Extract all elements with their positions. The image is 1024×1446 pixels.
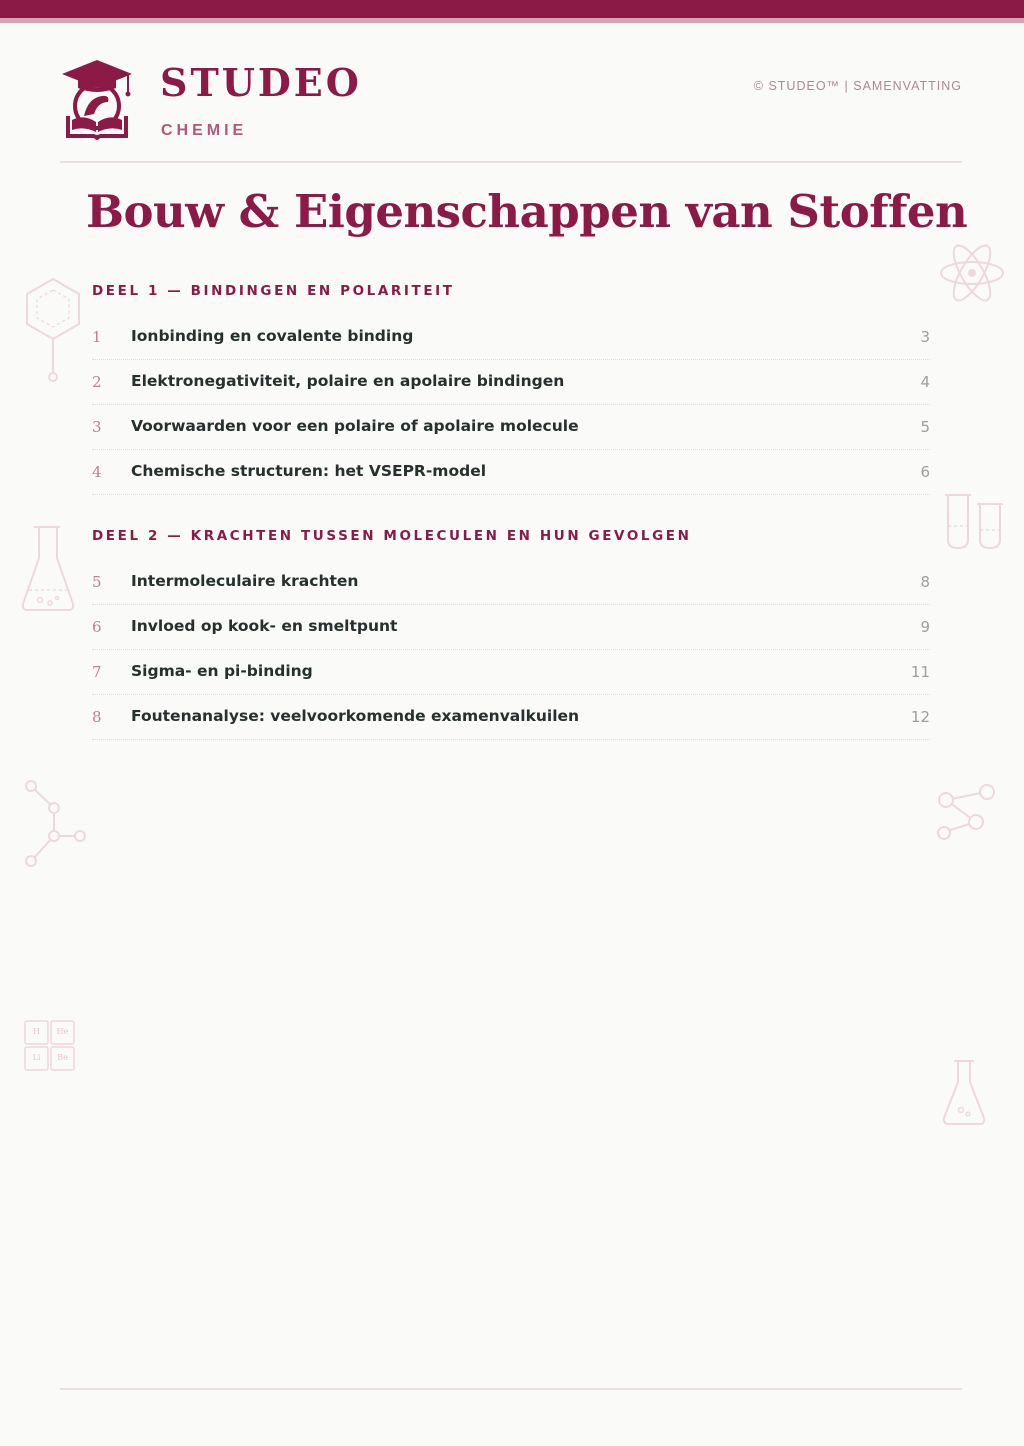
toc-entry-page: 8 <box>920 573 930 591</box>
toc-entry-number: 7 <box>92 663 102 681</box>
atom-icon <box>938 242 1006 304</box>
toc-entry-title: Invloed op kook- en smeltpunt <box>131 617 398 635</box>
header-divider <box>60 161 962 163</box>
page-title: Bouw & Eigenschappen van Stoffen <box>86 185 968 238</box>
toc-entry-title: Foutenanalyse: veelvoorkomende examenvalkuilen <box>131 707 580 725</box>
toc-list-deel-2 <box>92 560 930 740</box>
section-heading-deel-2: DEEL 2 — KRACHTEN TUSSEN MOLECULEN EN HUN GEVOLGEN <box>92 528 692 544</box>
toc-entry-number: 3 <box>92 418 102 436</box>
toc-entry-number: 6 <box>92 618 102 636</box>
toc-entry[interactable] <box>92 360 930 405</box>
flask-icon <box>940 1058 988 1128</box>
test-tubes-icon <box>942 492 1006 552</box>
molecule-structure-icon <box>22 778 90 870</box>
periodic-table-icon <box>24 1020 76 1072</box>
toc-entry[interactable] <box>92 695 930 740</box>
share-network-icon <box>934 782 998 844</box>
toc-entry-title: Chemische structuren: het VSEPR-model <box>131 462 487 480</box>
toc-entry[interactable] <box>92 650 930 695</box>
toc-entry-page: 3 <box>920 328 930 346</box>
toc-entry[interactable] <box>92 315 930 360</box>
top-accent-bar <box>0 0 1024 18</box>
brand-name: STUDEO <box>160 60 362 105</box>
toc-entry-title: Intermoleculaire krachten <box>131 572 359 590</box>
graduation-cap-book-logo-icon <box>58 58 136 144</box>
toc-entry-title: Ionbinding en covalente binding <box>131 327 414 345</box>
toc-entry-page: 5 <box>920 418 930 436</box>
benzene-ring-icon <box>22 276 84 384</box>
toc-entry-title: Sigma- en pi-binding <box>131 662 313 680</box>
toc-list-deel-1 <box>92 315 930 495</box>
toc-entry[interactable] <box>92 450 930 495</box>
periodic-tile-label: Li <box>32 1053 41 1062</box>
toc-entry-title: Elektronegativiteit, polaire en apolaire bindingen <box>131 372 565 390</box>
toc-entry-page: 4 <box>920 373 930 391</box>
subject-label: CHEMIE <box>161 122 248 139</box>
toc-entry[interactable] <box>92 560 930 605</box>
header-copyright-note: © STUDEO™ | SAMENVATTING <box>753 79 962 93</box>
toc-entry-title: Voorwaarden voor een polaire of apolaire molecule <box>131 417 579 435</box>
toc-entry[interactable] <box>92 405 930 450</box>
footer-divider <box>60 1388 962 1390</box>
toc-entry-number: 2 <box>92 373 102 391</box>
toc-entry-page: 11 <box>910 663 930 681</box>
toc-entry-page: 9 <box>920 618 930 636</box>
toc-entry-page: 6 <box>920 463 930 481</box>
section-heading-deel-1: DEEL 1 — BINDINGEN EN POLARITEIT <box>92 283 455 299</box>
toc-entry-number: 8 <box>92 708 102 726</box>
top-accent-stripe <box>0 18 1024 23</box>
toc-entry-number: 4 <box>92 463 102 481</box>
periodic-tile-label: H <box>33 1027 40 1036</box>
toc-entry-number: 5 <box>92 573 102 591</box>
toc-entry-number: 1 <box>92 328 102 346</box>
periodic-tile-label: Be <box>57 1053 68 1062</box>
periodic-tile-label: He <box>56 1027 69 1036</box>
toc-entry[interactable] <box>92 605 930 650</box>
erlenmeyer-flask-icon <box>20 524 76 614</box>
toc-entry-page: 12 <box>910 708 930 726</box>
